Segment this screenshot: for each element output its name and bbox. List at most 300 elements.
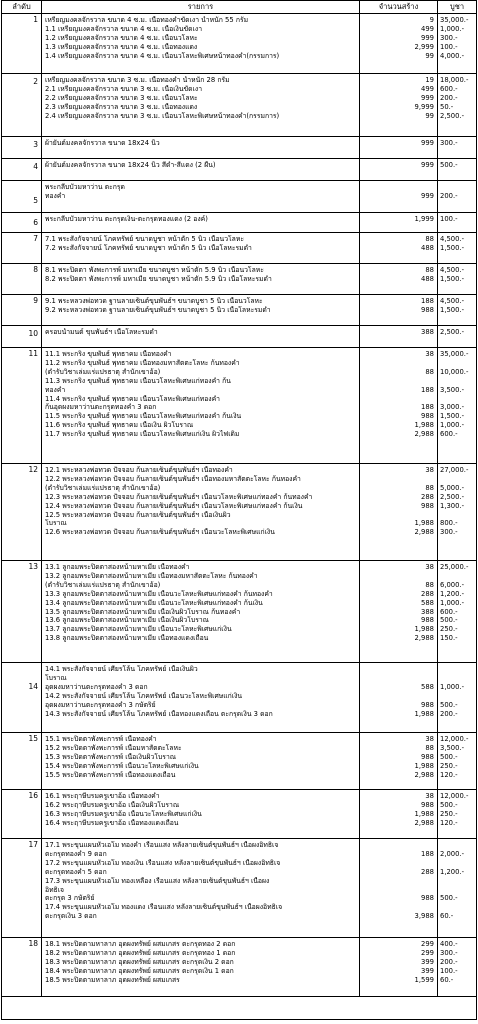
list-item xyxy=(42,967,476,976)
item-description: พระกลีบบัวมหาว่าน ตะกรุดเงิน-ตะกรุดทองแดง (2 องค์) xyxy=(45,215,208,223)
item-description: 17.2 พระขุนแผนหัวเอโม ทองเงิน เรือนแสง หลังลายเซ็นต์ขุนพันธ์ฯ เนื้อผงอิทธิเจ xyxy=(45,858,281,867)
row-items xyxy=(42,137,476,158)
item-description: 14.3 พระสังกัจจายน์ เศียรโล้น โภคทรัพย์ เนื้อทองแดงเถื่อน ตะกรุดเงิน 3 ดอก xyxy=(45,709,273,718)
item-price: 2,500.- xyxy=(440,492,465,501)
list-item xyxy=(42,912,476,921)
item-price: 4,500.- xyxy=(440,297,465,305)
item-price: 1,000.- xyxy=(440,682,465,691)
item-quantity: 999 xyxy=(421,139,434,147)
item-quantity: 999 xyxy=(421,93,434,102)
header-price: บูชา xyxy=(449,2,465,11)
row-items xyxy=(42,561,476,662)
list-item xyxy=(42,608,476,617)
row-items xyxy=(42,74,476,136)
table-row xyxy=(2,464,476,561)
list-item xyxy=(42,511,476,520)
item-quantity: 388 xyxy=(421,607,434,616)
list-item xyxy=(42,976,476,985)
row-number: 6 xyxy=(2,213,42,232)
item-quantity: 1,988 xyxy=(414,761,434,770)
item-price: 2,500.- xyxy=(440,111,465,120)
item-price: 300.- xyxy=(440,528,458,537)
item-quantity: 299 xyxy=(421,948,434,957)
item-description: 15.2 พระปิดตาพังพะการพ์ เนื้อมหาสัตตะโลหะ xyxy=(45,743,182,752)
item-description: 11.4 พระกริ่ง ขุนพันธ์ พุทธาคม เนื้อนวโลหะพิเศษแก่ทองคำ xyxy=(45,394,220,403)
list-item xyxy=(42,625,476,634)
list-item xyxy=(42,52,476,61)
row-number: 8 xyxy=(2,264,42,294)
item-quantity: 499 xyxy=(421,84,434,93)
table-row xyxy=(2,326,476,348)
item-price: 60.- xyxy=(440,975,454,984)
list-item xyxy=(42,528,476,537)
item-quantity: 1,988 xyxy=(414,519,434,528)
table-row xyxy=(2,14,476,74)
list-item xyxy=(42,903,476,912)
list-item xyxy=(42,484,476,493)
item-price: 300.- xyxy=(440,33,458,42)
item-price: 1,500.- xyxy=(440,243,465,252)
item-quantity: 88 xyxy=(425,483,434,492)
item-price: 600.- xyxy=(440,430,458,439)
item-description: ตะกรุด 3 กษัตริย์ xyxy=(45,894,95,903)
list-item xyxy=(42,412,476,421)
table-row xyxy=(2,663,476,733)
item-description: อิทธิเจ xyxy=(45,885,65,894)
item-description: 12.5 พระหลวงพ่อทวด ปัจจอบ ก้นลายเซ็นต์ขุนพันธ์ฯ เนื้อเงินผิว xyxy=(45,510,231,519)
item-quantity: 388 xyxy=(421,328,434,336)
list-item xyxy=(42,103,476,112)
item-quantity: 399 xyxy=(421,957,434,966)
list-item xyxy=(42,359,476,368)
header-no: ลำดับ xyxy=(2,1,42,13)
item-price: 500.- xyxy=(440,894,458,903)
header-qty: จำนวนสร้าง xyxy=(360,1,438,13)
item-price: 500.- xyxy=(440,616,458,625)
table-row xyxy=(2,295,476,326)
item-description: 17.4 พระขุนแผนหัวเอโม ทองแดง เรือนแสง หลังลายเซ็นต์ขุนพันธ์ฯ เนื้อผงอิทธิเจ xyxy=(45,903,283,912)
item-price: 100.- xyxy=(440,215,458,223)
item-quantity: 38 xyxy=(425,563,434,571)
item-description: 1.1 เหรียญมงคลจักรวาล ขนาด 4 ซ.ม. เนื้อเงินขัดเงา xyxy=(45,24,203,33)
item-description: 8.2 พระปิดตา พังพะการพ์ มหาเมีย ขนาดบูชา หน้าตัก 5.9 นิ้ว เนื้อโลหะรมดำ xyxy=(45,274,272,283)
row-number: 3 xyxy=(2,137,42,158)
item-description: พระกลีบบัวมหาว่าน ตะกรุด xyxy=(45,183,125,191)
row-number: 7 xyxy=(2,233,42,263)
list-item xyxy=(42,386,476,395)
item-description: 15.1 พระปิดตาพังพะการพ์ เนื้อทองคำ xyxy=(45,735,157,743)
item-description: 9.1 พระหลวงพ่อทวด ฐานลายเซ็นต์ขุนพันธ์ฯ ขนาดบูชา 5 นิ้ว เนื้อนวโลหะ xyxy=(45,297,263,305)
list-item xyxy=(42,519,476,528)
item-description: ตะกรุดทองคำ 9 ดอก xyxy=(45,849,107,858)
item-description: 1.4 เหรียญมงคลจักรวาล ขนาด 4 ซ.ม. เนื้อนวโลหะพิเศษหน้าทองคำ(กรรมการ) xyxy=(45,51,280,60)
item-quantity: 988 xyxy=(421,501,434,510)
item-description: 11.1 พระกริ่ง ขุนพันธ์ พุทธาคม เนื้อทองคำ xyxy=(45,350,172,358)
table-row xyxy=(2,839,476,938)
item-quantity: 288 xyxy=(421,867,434,876)
item-price: 27,000.- xyxy=(440,466,469,474)
list-item xyxy=(42,744,476,753)
item-quantity: 499 xyxy=(421,24,434,33)
item-quantity: 188 xyxy=(421,385,434,394)
item-description: 7.2 พระสังกัจจายน์ โภคทรัพย์ ขนาดบูชา หน้าตัก 5 นิ้ว เนื้อโลหะรมดำ xyxy=(45,243,252,252)
item-description: ทองคำ xyxy=(45,191,66,200)
row-items xyxy=(42,663,476,732)
list-item xyxy=(42,692,476,701)
item-description: ตะกรุดเงิน 3 ดอก xyxy=(45,912,97,921)
list-item xyxy=(42,753,476,762)
item-description: 12.6 พระหลวงพ่อทวด ปัจจอบ ก้นลายเซ็นต์ขุนพันธ์ฯ เนื้อนวะโลหะพิเศษแก่เงิน xyxy=(45,528,275,537)
list-item xyxy=(42,430,476,439)
item-description: 13.5 ลูกอมพระปิดตาสองหน้ามหาเมีย เนื้อเงินผิวโบราณ ก้นทองคำ xyxy=(45,607,241,616)
list-item xyxy=(42,328,476,337)
item-description: 2.3 เหรียญมงคลจักรวาล ขนาด 3 ซ.ม. เนื้อทองแดง xyxy=(45,102,198,111)
item-quantity: 299 xyxy=(421,940,434,948)
list-item xyxy=(42,493,476,502)
item-quantity: 988 xyxy=(421,800,434,809)
item-price: 60.- xyxy=(440,912,454,921)
item-quantity: 188 xyxy=(421,403,434,412)
item-price: 3,500.- xyxy=(440,743,465,752)
item-price: 12,000.- xyxy=(440,792,469,800)
table-body xyxy=(2,14,476,997)
item-quantity: 1,988 xyxy=(414,809,434,818)
item-description: 13.4 ลูกอมพระปิดตาสองหน้ามหาเมีย เนื้อนวะโลหะพิเศษแก่ทองคำ ก้นเงิน xyxy=(45,598,263,607)
item-quantity: 2,988 xyxy=(414,770,434,779)
item-description: 18.3 พระปิดตามหาลาภ อุดผงทรัพย์ ผสมเกสร ตะกรุดเงิน 2 ดอก xyxy=(45,957,234,966)
item-price: 100.- xyxy=(440,966,458,975)
item-price: 4,500.- xyxy=(440,266,465,274)
item-price: 50.- xyxy=(440,102,454,111)
row-number: 18 xyxy=(2,938,42,996)
list-item xyxy=(42,85,476,94)
list-item xyxy=(42,563,476,572)
table-row xyxy=(2,264,476,295)
table-row xyxy=(2,159,476,181)
item-price: 500.- xyxy=(440,700,458,709)
row-number: 10 xyxy=(2,326,42,347)
item-description: ครอบน้ำมนต์ ขุนพันธ์ฯ เนื้อโลหะรมดำ xyxy=(45,328,158,336)
table-row xyxy=(2,137,476,159)
item-quantity: 988 xyxy=(421,616,434,625)
list-item xyxy=(42,395,476,404)
list-item xyxy=(42,192,476,201)
list-item xyxy=(42,599,476,608)
table-row xyxy=(2,790,476,839)
item-description: 17.1 พระขุนแผนหัวเอโม ทองคำ เรือนแสง หลังลายเซ็นต์ขุนพันธ์ฯ เนื้อผงอิทธิเจ xyxy=(45,841,279,849)
list-item xyxy=(42,161,476,170)
item-quantity: 9,999 xyxy=(414,102,434,111)
item-price: 3,000.- xyxy=(440,403,465,412)
row-items xyxy=(42,464,476,560)
item-description: โบราณ xyxy=(45,673,67,682)
row-items xyxy=(42,733,476,789)
item-description: เหรียญมงคลจักรวาล ขนาด 3 ซ.ม. เนื้อทองคำ น้ำหนัก 28 กรัม xyxy=(45,76,230,84)
item-quantity: 2,988 xyxy=(414,818,434,827)
item-price: 200.- xyxy=(440,709,458,718)
item-description: 15.3 พระปิดตาพังพะการพ์ เนื้อเงินผิวโบราณ xyxy=(45,752,177,761)
item-quantity: 38 xyxy=(425,792,434,800)
item-description: (ตำรับวิชาเล่มแร่แปรธาตุ สำนักเขาอ้อ) xyxy=(45,367,161,376)
item-quantity: 288 xyxy=(421,589,434,598)
item-description: 13.7 ลูกอมพระปิดตาสองหน้ามหาเมีย เนื้อนวะโลหะพิเศษแก่เงิน xyxy=(45,625,232,634)
item-price: 250.- xyxy=(440,625,458,634)
item-price: 500.- xyxy=(440,752,458,761)
table-row xyxy=(2,938,476,997)
list-item xyxy=(42,859,476,868)
row-number: 16 xyxy=(2,790,42,838)
item-price: 100.- xyxy=(440,42,458,51)
item-description: โบราณ xyxy=(45,519,67,528)
item-description: 11.5 พระกริ่ง ขุนพันธ์ พุทธาคม เนื้อนวโลหะพิเศษแก่ทองคำ ก้นเงิน xyxy=(45,412,242,421)
list-item xyxy=(42,894,476,903)
item-description: ตะกรุดทองคำ 5 ดอก xyxy=(45,867,107,876)
item-price: 3,500.- xyxy=(440,385,465,394)
item-price: 800.- xyxy=(440,519,458,528)
list-item xyxy=(42,771,476,780)
item-quantity: 988 xyxy=(421,894,434,903)
list-item xyxy=(42,665,476,674)
row-number: 13 xyxy=(2,561,42,662)
item-price: 6,000.- xyxy=(440,580,465,589)
price-list-table xyxy=(1,0,477,1020)
list-item xyxy=(42,377,476,386)
item-quantity: 19 xyxy=(425,76,434,84)
item-description: 16.4 พระฤาษีบรมครูเขาอ้อ เนื้อทองแดงเถื่อน xyxy=(45,818,179,827)
row-number: 12 xyxy=(2,464,42,560)
list-item xyxy=(42,94,476,103)
item-description: 18.4 พระปิดตามหาลาภ อุดผงทรัพย์ ผสมเกสร ตะกรุดเงิน 1 ดอก xyxy=(45,966,234,975)
item-quantity: 988 xyxy=(421,752,434,761)
item-price: 25,000.- xyxy=(440,563,469,571)
item-price: 1,000.- xyxy=(440,421,465,430)
item-description: 11.3 พระกริ่ง ขุนพันธ์ พุทธาคม เนื้อนวโลหะพิเศษแก่ทองคำ ก้น xyxy=(45,376,231,385)
row-items xyxy=(42,326,476,347)
list-item xyxy=(42,877,476,886)
item-price: 35,000.- xyxy=(440,350,469,358)
item-price: 2,500.- xyxy=(440,328,465,336)
row-items xyxy=(42,233,476,263)
item-price: 35,000.- xyxy=(440,16,469,24)
item-description: 11.7 พระกริ่ง ขุนพันธ์ พุทธาคม เนื้อนวโลหะพิเศษแก่เงิน ผิวไฟเดิม xyxy=(45,430,240,439)
item-price: 150.- xyxy=(440,634,458,643)
item-quantity: 1,988 xyxy=(414,625,434,634)
item-quantity: 188 xyxy=(421,297,434,305)
list-item xyxy=(42,244,476,253)
item-description: เหรียญมงคลจักรวาล ขนาด 4 ซ.ม. เนื้อทองคำขัดเงา น้ำหนัก 55 กรัม xyxy=(45,16,249,24)
item-quantity: 988 xyxy=(421,412,434,421)
item-description: 2.4 เหรียญมงคลจักรวาล ขนาด 3 ซ.ม. เนื้อนวโลหะพิเศษหน้าทองคำ(กรรมการ) xyxy=(45,111,280,120)
table-row xyxy=(2,181,476,213)
list-item xyxy=(42,886,476,895)
item-price: 2,000.- xyxy=(440,849,465,858)
list-item xyxy=(42,34,476,43)
item-description: 12.3 พระหลวงพ่อทวด ปัจจอบ ก้นลายเซ็นต์ขุนพันธ์ฯ เนื้อนวโลหะพิเศษแก่ทองคำ ก้นทองคำ xyxy=(45,492,313,501)
item-quantity: 288 xyxy=(421,492,434,501)
item-quantity: 2,999 xyxy=(414,42,434,51)
item-price: 300.- xyxy=(440,948,458,957)
item-quantity: 999 xyxy=(421,33,434,42)
list-item xyxy=(42,674,476,683)
item-price: 500.- xyxy=(440,800,458,809)
item-price: 200.- xyxy=(440,93,458,102)
list-item xyxy=(42,350,476,359)
item-price: 600.- xyxy=(440,607,458,616)
item-description: 7.1 พระสังกัจจายน์ โภคทรัพย์ ขนาดบูชา หน้าตัก 5 นิ้ว เนื้อนวโลหะ xyxy=(45,235,244,243)
item-description: (ตำรับวิชาเล่มแร่แปรธาตุ สำนักเขาอ้อ) xyxy=(45,483,161,492)
item-price: 4,500.- xyxy=(440,235,465,243)
list-item xyxy=(42,634,476,643)
row-items xyxy=(42,14,476,73)
item-quantity: 9 xyxy=(429,16,434,24)
item-quantity: 188 xyxy=(421,849,434,858)
list-item xyxy=(42,475,476,484)
item-price: 250.- xyxy=(440,809,458,818)
item-quantity: 1,988 xyxy=(414,421,434,430)
list-item xyxy=(42,958,476,967)
row-items xyxy=(42,348,476,463)
item-quantity: 488 xyxy=(421,243,434,252)
list-item xyxy=(42,183,476,192)
item-price: 200.- xyxy=(440,191,458,200)
table-row xyxy=(2,74,476,137)
item-description: 13.3 ลูกอมพระปิดตาสองหน้ามหาเมีย เนื้อนวะโลหะพิเศษแก่ทองคำ ก้นทองคำ xyxy=(45,589,273,598)
item-price: 18,000.- xyxy=(440,76,469,84)
item-price: 1,000.- xyxy=(440,24,465,33)
table-header xyxy=(2,1,476,14)
list-item xyxy=(42,572,476,581)
item-quantity: 88 xyxy=(425,743,434,752)
item-description: 12.2 พระหลวงพ่อทวด ปัจจอบ ก้นลายเซ็นต์ขุนพันธ์ฯ เนื้อทองมหาสัตตะโลหะ ก้นทองคำ xyxy=(45,474,301,483)
list-item xyxy=(42,735,476,744)
item-description: 16.3 พระฤาษีบรมครูเขาอ้อ เนื้อนวะโลหะพิเศษแก่เงิน xyxy=(45,809,202,818)
item-quantity: 999 xyxy=(421,191,434,200)
list-item xyxy=(42,590,476,599)
list-item xyxy=(42,215,476,224)
list-item xyxy=(42,801,476,810)
list-item xyxy=(42,581,476,590)
list-item xyxy=(42,710,476,719)
item-description: 14.2 พระสังกัจจายน์ เศียรโล้น โภคทรัพย์ เนื้อนวะโลหะพิเศษแก่เงิน xyxy=(45,691,243,700)
item-description: 18.1 พระปิดตามหาลาภ อุดผงทรัพย์ ผสมเกสร ตะกรุดทอง 2 ดอก xyxy=(45,940,236,948)
row-items xyxy=(42,938,476,996)
item-price: 400.- xyxy=(440,940,458,948)
list-item xyxy=(42,16,476,25)
list-item xyxy=(42,76,476,85)
list-item xyxy=(42,466,476,475)
item-price: 300.- xyxy=(440,139,458,147)
list-item xyxy=(42,25,476,34)
item-price: 1,500.- xyxy=(440,274,465,283)
item-quantity: 1,988 xyxy=(414,709,434,718)
item-price: 10,000.- xyxy=(440,367,469,376)
item-price: 1,500.- xyxy=(440,305,465,314)
list-item xyxy=(42,792,476,801)
item-quantity: 99 xyxy=(425,51,434,60)
item-quantity: 38 xyxy=(425,735,434,743)
item-quantity: 1,599 xyxy=(414,975,434,984)
list-item xyxy=(42,306,476,315)
item-description: 16.2 พระฤาษีบรมครูเขาอ้อ เนื้อเงินผิวโบราณ xyxy=(45,800,180,809)
item-quantity: 3,988 xyxy=(414,912,434,921)
item-quantity: 88 xyxy=(425,367,434,376)
list-item xyxy=(42,949,476,958)
item-quantity: 2,988 xyxy=(414,430,434,439)
row-number: 14 xyxy=(2,663,42,732)
item-price: 1,200.- xyxy=(440,589,465,598)
item-quantity: 988 xyxy=(421,305,434,314)
row-number: 11 xyxy=(2,348,42,463)
item-price: 250.- xyxy=(440,761,458,770)
item-quantity: 988 xyxy=(421,700,434,709)
item-quantity: 1,999 xyxy=(414,215,434,223)
item-price: 500.- xyxy=(440,161,458,169)
row-items xyxy=(42,264,476,294)
item-description: 1.2 เหรียญมงคลจักรวาล ขนาด 4 ซ.ม. เนื้อนวโลหะ xyxy=(45,33,198,42)
item-price: 1,500.- xyxy=(440,412,465,421)
list-item xyxy=(42,850,476,859)
item-quantity: 88 xyxy=(425,580,434,589)
table-row xyxy=(2,348,476,464)
list-item xyxy=(42,43,476,52)
item-quantity: 99 xyxy=(425,111,434,120)
item-description: 9.2 พระหลวงพ่อทวด ฐานลายเซ็นต์ขุนพันธ์ฯ ขนาดบูชา 5 นิ้ว เนื้อโลหะรมดำ xyxy=(45,305,271,314)
item-description: 14.1 พระสังกัจจายน์ เศียรโล้น โภคทรัพย์ เนื้อเงินผิว xyxy=(45,665,198,673)
item-price: 12,000.- xyxy=(440,735,469,743)
list-item xyxy=(42,683,476,692)
item-price: 600.- xyxy=(440,84,458,93)
item-quantity: 588 xyxy=(421,598,434,607)
list-item xyxy=(42,297,476,306)
item-description: 12.4 พระหลวงพ่อทวด ปัจจอบ ก้นลายเซ็นต์ขุนพันธ์ฯ เนื้อนวโลหะพิเศษแก่ทองคำ ก้นเงิน xyxy=(45,501,303,510)
list-item xyxy=(42,266,476,275)
item-description: 8.1 พระปิดตา พังพะการพ์ มหาเมีย ขนาดบูชา หน้าตัก 5.9 นิ้ว เนื้อนวโลหะ xyxy=(45,266,264,274)
row-number: 9 xyxy=(2,295,42,325)
item-description: 11.6 พระกริ่ง ขุนพันธ์ พุทธาคม เนื้อเงิน ผิวโบราณ xyxy=(45,421,194,430)
row-number: 17 xyxy=(2,839,42,937)
list-item xyxy=(42,502,476,511)
item-description: ผ้ายันต์มงคลจักรวาล ขนาด 18x24 นิ้ว xyxy=(45,139,160,147)
item-description: อุดผงมหาว่านตะกรุดทองคำ 3 กษัตริย์ xyxy=(45,700,156,709)
item-quantity: 588 xyxy=(421,682,434,691)
row-number: 1 xyxy=(2,14,42,73)
item-description: 11.2 พระกริ่ง ขุนพันธ์ พุทธาคม เนื้อทองมหาสัตตะโลหะ ก้นทองคำ xyxy=(45,358,240,367)
item-description: ผ้ายันต์มงคลจักรวาล ขนาด 18x24 นิ้ว สีดำ-สีแดง (2 ผืน) xyxy=(45,161,216,169)
list-item xyxy=(42,819,476,828)
item-description: 13.2 ลูกอมพระปิดตาสองหน้ามหาเมีย เนื้อทองมหาสัตตะโลหะ ก้นทองคำ xyxy=(45,571,258,580)
list-item xyxy=(42,810,476,819)
item-price: 1,300.- xyxy=(440,501,465,510)
list-item xyxy=(42,701,476,710)
item-quantity: 488 xyxy=(421,274,434,283)
item-description: 17.3 พระขุนแผนหัวเอโม ทองเหลือง เรือนแสง หลังลายเซ็นต์ขุนพันธ์ฯ เนื้อผง xyxy=(45,876,270,885)
item-price: 1,200.- xyxy=(440,867,465,876)
row-number: 5 xyxy=(2,181,42,212)
row-number: 15 xyxy=(2,733,42,789)
item-price: 120.- xyxy=(440,770,458,779)
item-quantity: 2,988 xyxy=(414,528,434,537)
item-quantity: 399 xyxy=(421,966,434,975)
list-item xyxy=(42,403,476,412)
header-list: รายการ xyxy=(42,1,360,13)
item-price: 4,000.- xyxy=(440,51,465,60)
item-description: (ตำรับวิชาเล่มแร่แปรธาตุ สำนักเขาอ้อ) xyxy=(45,580,161,589)
table-row xyxy=(2,213,476,233)
row-items xyxy=(42,839,476,937)
item-quantity: 38 xyxy=(425,350,434,358)
item-description: 13.8 ลูกอมพระปิดตาสองหน้ามหาเมีย เนื้อทองแดงเถื่อน xyxy=(45,634,209,643)
list-item xyxy=(42,275,476,284)
